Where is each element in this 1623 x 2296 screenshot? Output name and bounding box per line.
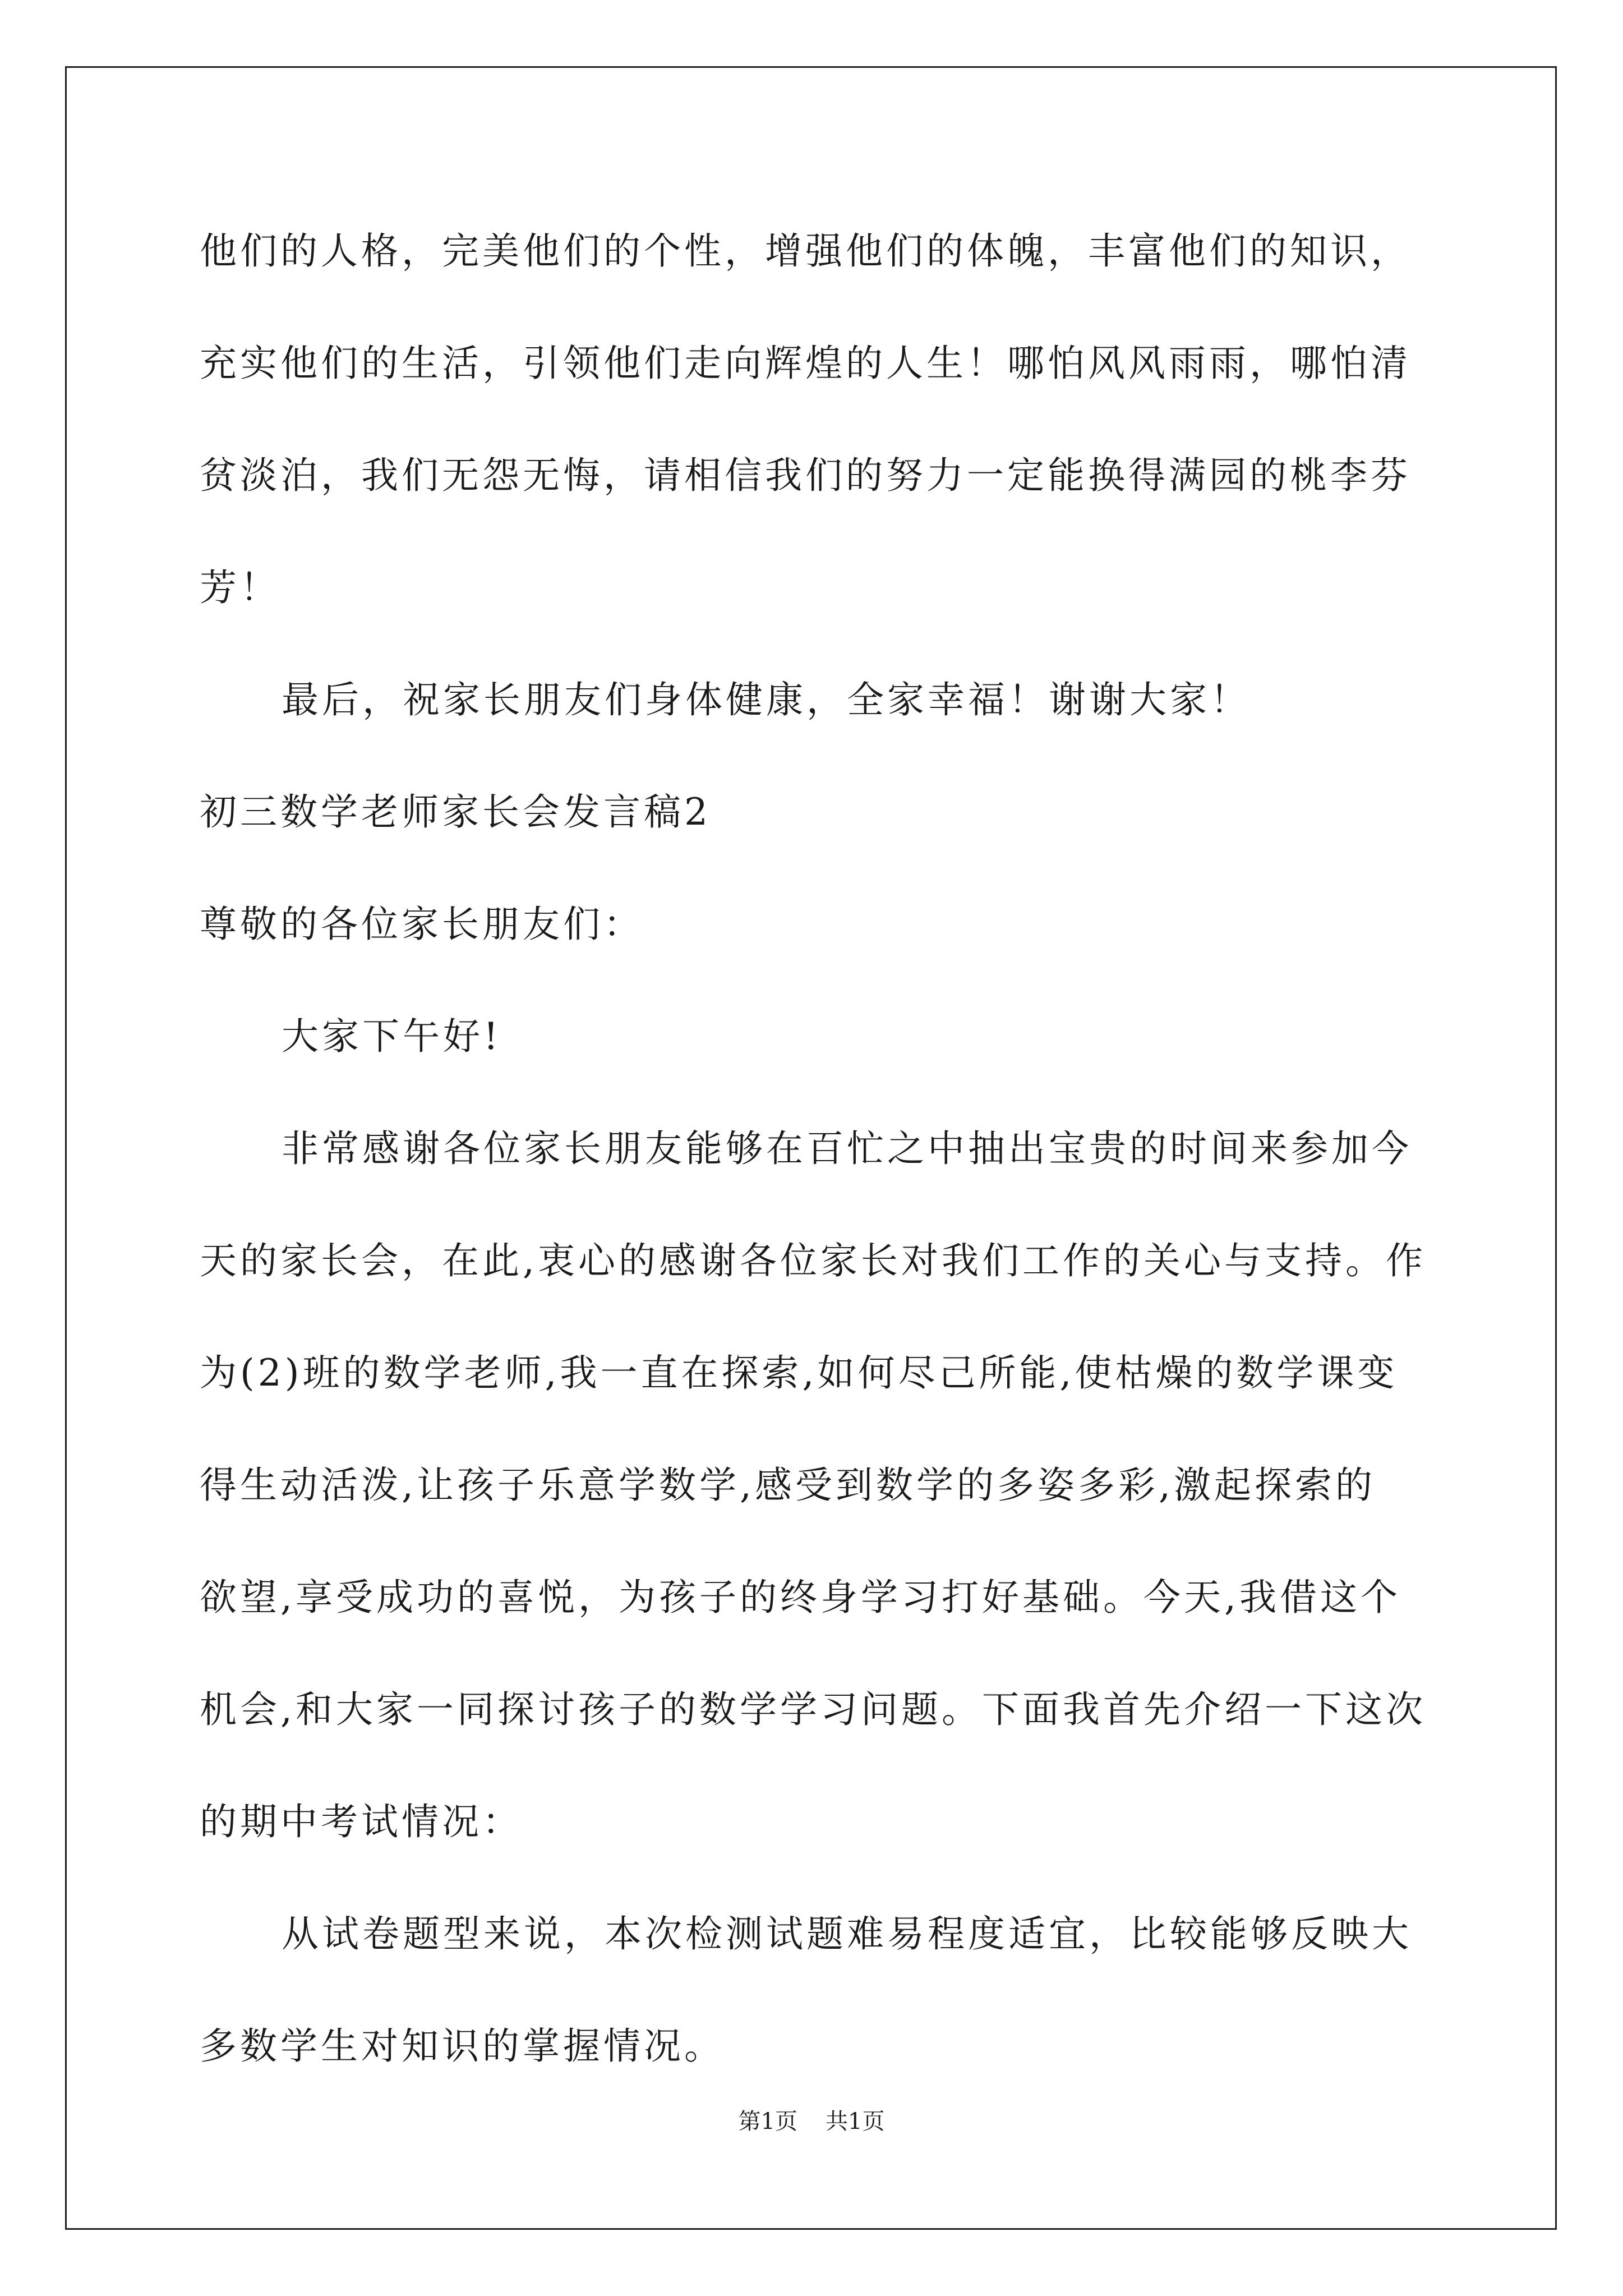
paragraph-line: 的期中考试情况： — [200, 1800, 523, 1843]
page-total: 共1页 — [826, 2109, 885, 2134]
section-title: 初三数学老师家长会发言稿2 — [200, 790, 711, 834]
paragraph-line: 非常感谢各位家长朋友能够在百忙之中抽出宝贵的时间来参加今 — [282, 1127, 1412, 1170]
paragraph-line: 最后，祝家长朋友们身体健康，全家幸福！谢谢大家！ — [282, 678, 1251, 721]
document-body — [200, 195, 1428, 2102]
paragraph-line: 充实他们的生活，引领他们走向辉煌的人生！哪怕风风雨雨，哪怕清 — [200, 342, 1411, 385]
paragraph-line: 得生动活泼,让孩子乐意学数学,感受到数学的多姿多彩,激起探索的 — [200, 1464, 1376, 1507]
page-footer — [0, 2105, 1623, 2138]
paragraph-line: 从试卷题型来说，本次检测试题难易程度适宜，比较能够反映大 — [282, 1912, 1412, 1955]
paragraph-line: 欲望,享受成功的喜悦，为孩子的终身学习打好基础。今天,我借这个 — [200, 1576, 1401, 1619]
paragraph-line: 多数学生对知识的掌握情况。 — [200, 2024, 725, 2068]
paragraph-line: 为(2)班的数学老师,我一直在探索,如何尽己所能,使枯燥的数学课变 — [200, 1351, 1398, 1395]
paragraph-line: 天的家长会，在此,衷心的感谢各位家长对我们工作的关心与支持。作 — [200, 1239, 1426, 1282]
paragraph-line: 芳！ — [200, 566, 280, 609]
paragraph-line: 他们的人格，完美他们的个性，增强他们的体魄，丰富他们的知识， — [200, 229, 1411, 273]
salutation: 尊敬的各位家长朋友们： — [200, 903, 644, 946]
paragraph-line: 贫淡泊，我们无怨无悔，请相信我们的努力一定能换得满园的桃李芬 — [200, 454, 1411, 497]
paragraph-line: 机会,和大家一同探讨孩子的数学学习问题。下面我首先介绍一下这次 — [200, 1688, 1426, 1731]
page-number: 第1页 — [738, 2109, 797, 2134]
greeting: 大家下午好! — [282, 1015, 502, 1058]
